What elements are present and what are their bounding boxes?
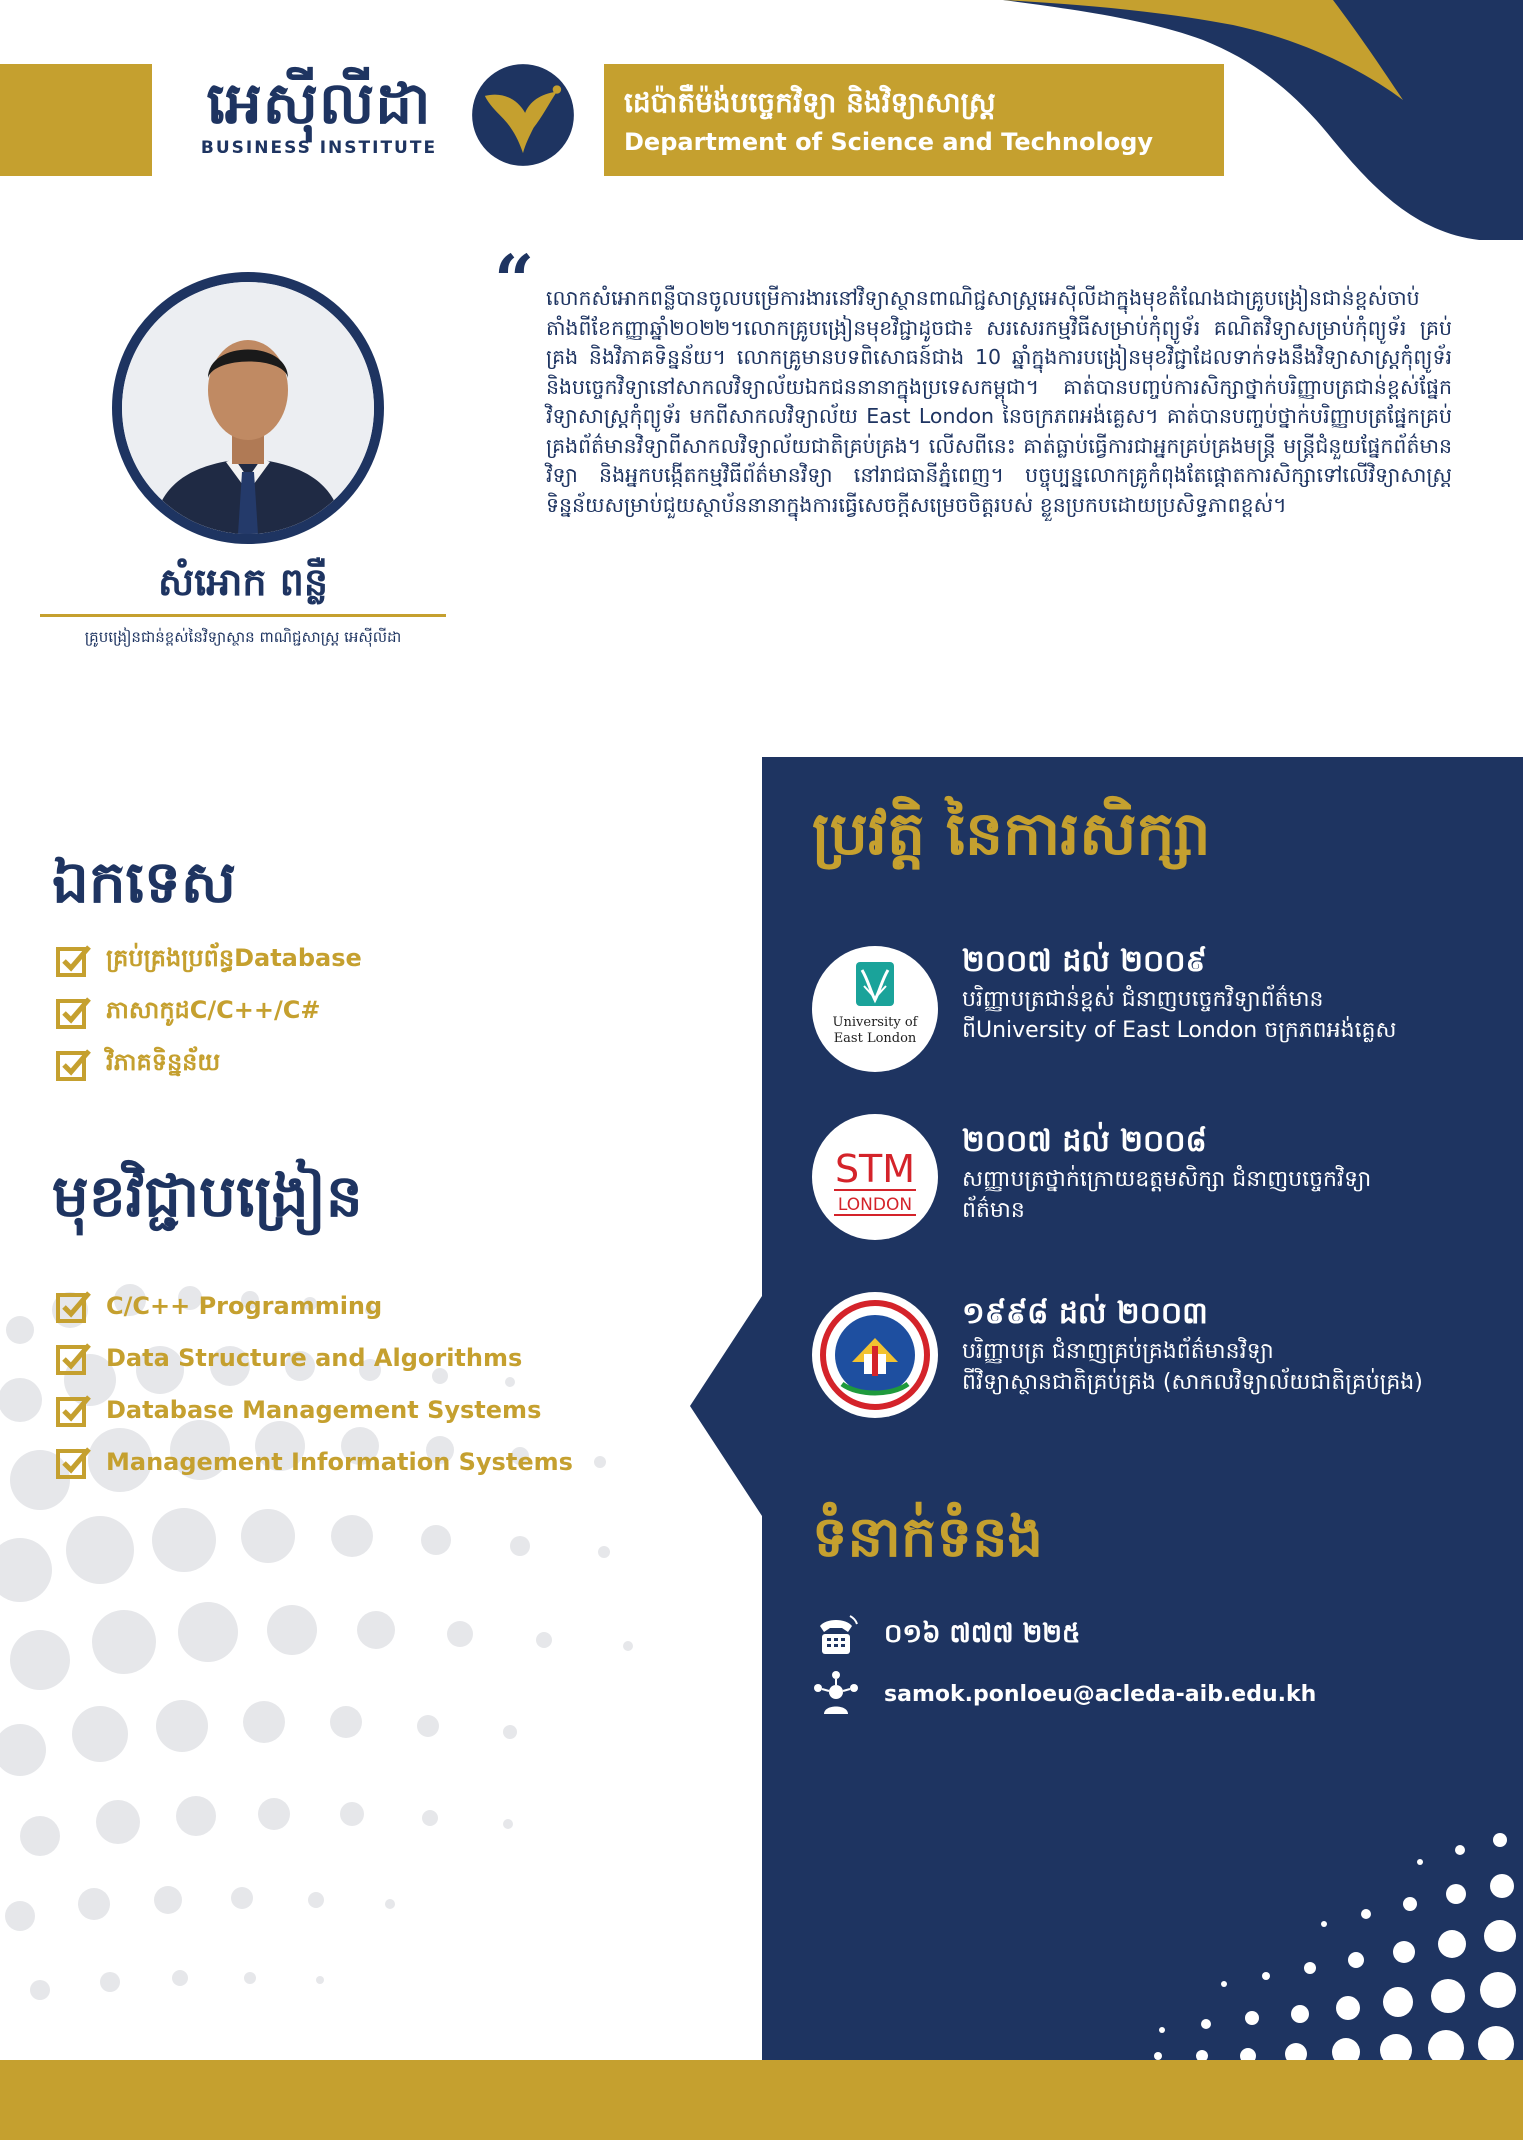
contact-email-row bbox=[812, 1670, 1316, 1718]
checkbox-icon bbox=[56, 1289, 92, 1323]
list-item bbox=[56, 986, 362, 1038]
list-item bbox=[56, 1332, 573, 1384]
profile-name: សំអោក ពន្លឺ bbox=[157, 560, 329, 604]
stm-logo-line2: LONDON bbox=[837, 1195, 913, 1215]
telephone-icon bbox=[812, 1612, 860, 1660]
education-years: ១៩៩៨ ដល់ ២០០៣ bbox=[962, 1296, 1208, 1331]
education-institution: ពីវិទ្យាស្ថានជាតិគ្រប់គ្រង (សាកលវិទ្យាល័យជាតិគ្រប់គ្រង) bbox=[962, 1370, 1423, 1395]
subjects-list bbox=[56, 1280, 573, 1488]
num-logo bbox=[812, 1292, 938, 1418]
bird-logo-icon bbox=[470, 62, 576, 168]
subject-label: Database Management Systems bbox=[106, 1396, 542, 1424]
checkbox-icon bbox=[56, 943, 92, 977]
logo-subtitle: BUSINESS INSTITUTE bbox=[200, 138, 438, 158]
subject-label: C/C++ Programming bbox=[106, 1292, 383, 1320]
contact-email[interactable]: samok.ponloeu@acleda-aib.edu.kh bbox=[884, 1681, 1317, 1707]
checkbox-icon bbox=[56, 1445, 92, 1479]
education-years: ២០០៧ ដល់ ២០០៩ bbox=[962, 944, 1207, 979]
list-item bbox=[56, 1436, 573, 1488]
list-item bbox=[56, 1384, 573, 1436]
checkbox-icon bbox=[56, 1047, 92, 1081]
header-gold-bar-left bbox=[0, 64, 152, 176]
education-entry bbox=[962, 1296, 1482, 1398]
profile-role: គ្រូបង្រៀនជាន់ខ្ពស់នៃវិទ្យាស្ថាន ពាណិជ្ជសាស្ត្រ អេស៊ីលីដា bbox=[84, 628, 402, 646]
people-network-icon bbox=[812, 1670, 860, 1718]
person-silhouette-icon bbox=[122, 282, 374, 534]
uel-logo-line1: University of bbox=[832, 1015, 918, 1030]
education-degree: សញ្ញាបត្រថ្នាក់ក្រោយឧត្តមសិក្សា ជំនាញបច្ចេកវិទ្យា bbox=[962, 1167, 1372, 1192]
uel-crest-icon bbox=[812, 946, 938, 1072]
footer-gold-bar bbox=[0, 2060, 1523, 2140]
uel-logo-line2: East London bbox=[833, 1031, 917, 1046]
department-name-khmer: ដេប៉ាតឺម៉ង់បច្ចេកវិទ្យា និងវិទ្យាសាស្ត្រ bbox=[624, 86, 996, 119]
checkbox-icon bbox=[56, 1341, 92, 1375]
specialty-label: ភាសាកូដC/C++/C# bbox=[106, 995, 321, 1024]
stm-london-logo bbox=[812, 1114, 938, 1240]
dot-pattern-decoration-right bbox=[1130, 1820, 1523, 2060]
panel-notch bbox=[690, 1296, 762, 1516]
specialty-title: ឯកទេស bbox=[52, 848, 237, 916]
institute-logo-text bbox=[186, 70, 452, 158]
stm-logo-line1: STM bbox=[834, 1147, 916, 1191]
education-institution: ព័ត៌មាន bbox=[962, 1198, 1025, 1223]
list-item bbox=[56, 934, 362, 986]
num-emblem-icon bbox=[812, 1292, 938, 1418]
contact-phone-row bbox=[812, 1612, 1080, 1660]
specialty-label: គ្រប់គ្រងប្រព័ន្ធDatabase bbox=[106, 943, 362, 972]
list-item bbox=[56, 1038, 362, 1090]
logo-khmer-name: អេស៊ីលីដា bbox=[206, 69, 432, 137]
department-banner bbox=[604, 64, 1224, 176]
education-institution: ពីUniversity of East London ចក្រភពអង់គ្លេស bbox=[962, 1018, 1397, 1043]
profile-biography: លោកសំអោកពន្លឺបានចូលបម្រើការងារនៅវិទ្យាស្ថានពាណិជ្ជសាស្ត្រអេស៊ីលីដាក្នុងមុខតំណែងជាគ្រូបង្រៀនជាន់ខ្ពស់ចាប់តាំងពីខែកញ្ញាឆ្នាំ២០២២។លោកគ្រូបង្រៀនមុខវិជ្ជាដូចជា៖ សរសេរកម្មវិធីសម្រាប់កុំព្យូទ័រ គណិតវិទ្យាសម្រាប់កុំព្យូទ័រ គ្រប់គ្រង និងវិភាគទិន្នន័យ។ លោកគ្រូមានបទពិសោធន៍ជាង 10 ឆ្នាំក្នុងការបង្រៀនមុខវិជ្ជាដែលទាក់ទងនឹងវិទ្យាសាស្ត្រកុំព្យូទ័រ និងបច្ចេកវិទ្យានៅសាកលវិទ្យាល័យឯកជននានាក្នុងប្រទេសកម្ពុជា។ គាត់បានបញ្ចប់ការសិក្សាថ្នាក់បរិញ្ញាបត្រជាន់ខ្ពស់ផ្នែកវិទ្យាសាស្ត្រកុំព្យូទ័រ មកពីសាកលវិទ្យាល័យ East London នៃចក្រភពអង់គ្លេស។ គាត់បានបញ្ចប់ថ្នាក់បរិញ្ញាបត្រផ្នែកគ្រប់គ្រងព័ត៌មានវិទ្យាពីសាកលវិទ្យាល័យជាតិគ្រប់គ្រង។ លើសពីនេះ គាត់ធ្លាប់ធ្វើការជាអ្នកគ្រប់គ្រងមន្ត្រី មន្ត្រីជំនួយផ្នែកព័ត៌មានវិទ្យា និងអ្នកបង្កើតកម្មវិធីព័ត៌មានវិទ្យា នៅរាជធានីភ្នំពេញ។ បច្ចុប្បន្នលោកគ្រូកំពុងតែផ្តោតការសិក្សាទៅលើវិទ្យាសាស្ត្រទិន្នន័យសម្រាប់ជួយស្ថាប័ននានាក្នុងការធ្វើសេចក្តីសម្រេចចិត្តរបស់ ខ្លួនប្រកបដោយប្រសិទ្ធភាពខ្ពស់។ bbox=[546, 286, 1452, 517]
quote-mark-icon: “ bbox=[494, 239, 535, 322]
subject-label: Management Information Systems bbox=[106, 1448, 573, 1476]
checkbox-icon bbox=[56, 1393, 92, 1427]
education-entry bbox=[962, 1124, 1482, 1226]
list-item bbox=[56, 1280, 573, 1332]
education-years: ២០០៧ ដល់ ២០០៨ bbox=[962, 1124, 1207, 1159]
subject-label: Data Structure and Algorithms bbox=[106, 1344, 523, 1372]
education-entry bbox=[962, 944, 1482, 1046]
contact-title: ទំនាក់ទំនង bbox=[812, 1505, 1044, 1570]
name-divider bbox=[40, 614, 446, 617]
checkbox-icon bbox=[56, 995, 92, 1029]
profile-photo bbox=[112, 272, 384, 544]
stm-logo-icon bbox=[812, 1114, 938, 1240]
specialty-list bbox=[56, 934, 362, 1090]
education-degree: បរិញ្ញាបត្រ ជំនាញគ្រប់គ្រងព័ត៌មានវិទ្យា bbox=[962, 1339, 1274, 1364]
uel-logo bbox=[812, 946, 938, 1072]
education-title: ប្រវត្តិ នៃការសិក្សា bbox=[812, 799, 1211, 869]
department-name-english: Department of Science and Technology bbox=[624, 128, 1154, 156]
subjects-title: មុខវិជ្ជាបង្រៀន bbox=[52, 1162, 363, 1230]
contact-phone[interactable]: ០១៦ ៧៧៧ ២២៥ bbox=[884, 1619, 1081, 1649]
specialty-label: វិភាគទិន្នន័យ bbox=[106, 1047, 221, 1076]
education-degree: បរិញ្ញាបត្រជាន់ខ្ពស់ ជំនាញបច្ចេកវិទ្យាព័ត៌មាន bbox=[962, 987, 1324, 1012]
